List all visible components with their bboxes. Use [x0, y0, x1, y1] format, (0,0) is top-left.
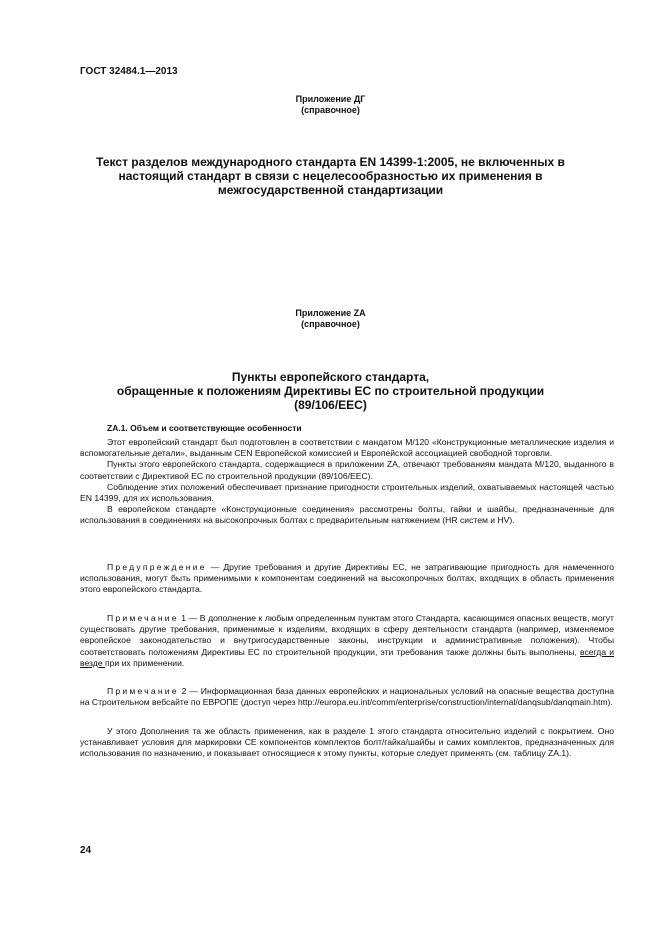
- paragraph-annex-scope: У этого Дополнения та же область применения, как в разделе 1 этого стандарта относительно изделий с покрытием. Оно устанавливает условия для маркировки CE компонентов комплектов болт/гайка/шайбы и самих комплектов, предназначенных для использования по назначению, и показывает относящиеся к этому пункты, которые следует применять (см. таблицу ZA.1).: [80, 726, 614, 759]
- annex-za-heading: [60, 308, 601, 330]
- paragraph-scope: В европейском стандарте «Конструкционные соединения» рассмотрены болты, гайки и шайбы, предназначенные для использования в соединениях на высокопрочных болтах с предварительным натяжением (HR систем и HV).: [80, 504, 614, 526]
- paragraph-requirements: Пункты этого европейского стандарта, содержащиеся в приложении ZA, отвечают требованиям мандата M/120, выданного в соответствии с Директивой ЕС по строительной продукции (89/106/EEC).: [80, 459, 614, 481]
- annex-dg-label: Приложение ДГ: [295, 94, 366, 104]
- warning-paragraph: [80, 562, 614, 596]
- warning-block: [80, 562, 614, 596]
- za1-body: [80, 437, 614, 527]
- note2-label: Примечание: [107, 686, 179, 696]
- section-za1-heading: ZA.1. Объем и соответствующие особенности: [107, 423, 302, 433]
- note2-text: 2 — Информационная база данных европейских и национальных условий на опасные вещества доступна на Строительном вебсайте по ЕВРОПЕ (доступ через http://europa.eu.int/comm/enterprise/construction/internal/danqsub/danqmain.htm).: [80, 686, 614, 708]
- annex-dg-title: Текст разделов международного стандарта EN 14399-1:2005, не включенных в настоящий стандарт в связи с нецелесообразностью их применения в межгосударственной стандартизации: [96, 155, 565, 197]
- annex-za-title-line1: Пункты европейского стандарта,: [231, 370, 430, 384]
- page-number: 24: [80, 845, 92, 856]
- note1-underlined-text: всегда и везде: [80, 646, 614, 668]
- note2-block: [80, 686, 614, 708]
- annex-za-title: [70, 370, 591, 412]
- note1-label: Примечание: [107, 613, 179, 623]
- standard-header: ГОСТ 32484.1—2013: [80, 66, 178, 77]
- annex-dg-heading: [60, 94, 601, 116]
- annex-dg-type: (справочное): [301, 105, 360, 115]
- warning-text: — Другие требования и другие Директивы ЕС, не затрагивающие пригодность для намеченного использования, могут быть применимыми к компонентам соединений на высокопрочных болтах, входящих в область применения этого европейского стандарта.: [80, 562, 614, 595]
- paragraph-mandate: Этот европейский стандарт был подготовлен в соответствии с мандатом M/120 «Конструкционные металлические изделия и вспомогательные детали», выданным CEN Европейской комиссией и Европейской ассоциацией свободной торговли.: [80, 437, 614, 459]
- note1-text-a: 1 — В дополнение к любым определенным пунктам этого Стандарта, касающимся опасных веществ, могут существовать другие требования, применимые к изделиям, входящих в сферу деятельности стандарта (например, изменяемое европейское законодательство и внутригосударственные законы, инструкции и административные положения). Чтобы соответствовать положениям Директивы ЕС по строительной продукции, эти требования также должны быть выполнены,: [80, 613, 614, 657]
- annex-za-type: (справочное): [301, 319, 360, 329]
- annex-za-title-line2: обращенные к положениям Директивы ЕС по строительной продукции: [116, 384, 545, 398]
- annex-za-label: Приложение ZA: [295, 308, 366, 318]
- warning-label: Предупреждение: [107, 562, 207, 572]
- note1-text-b: при их применении.: [105, 657, 185, 668]
- closing-block: [80, 726, 614, 760]
- note1-block: [80, 613, 614, 669]
- paragraph-compliance: Соблюдение этих положений обеспечивает признание пригодности строительных изделий, охватываемых настоящей частью EN 14399, для их использования.: [80, 481, 614, 504]
- note1-paragraph: [80, 613, 614, 669]
- annex-za-title-line3: (89/106/EEC): [294, 398, 367, 412]
- note2-paragraph: [80, 686, 614, 708]
